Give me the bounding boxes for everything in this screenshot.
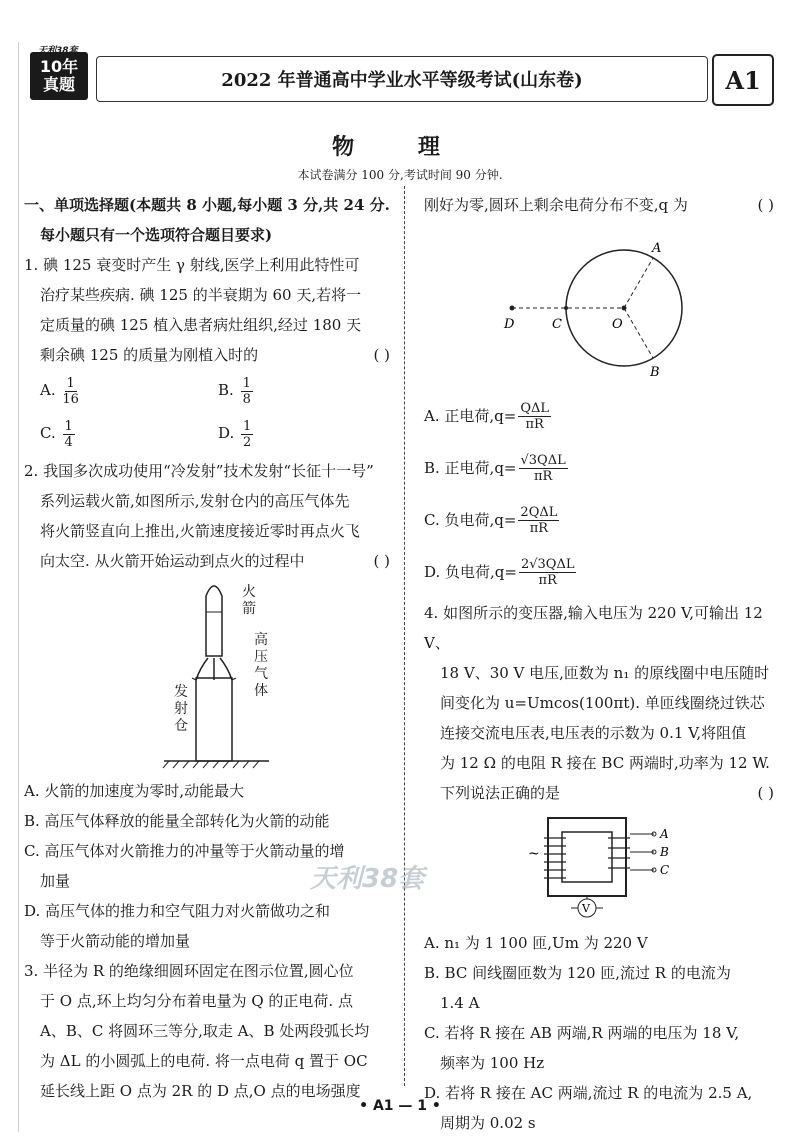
q2-option-b[interactable]: B. 高压气体释放的能量全部转化为火箭的动能	[24, 812, 330, 830]
q2-option-d-cont: 等于火箭动能的增加量	[40, 932, 191, 950]
numerator: √3QΔL	[520, 452, 566, 468]
question-4	[424, 598, 780, 1138]
paper-code	[712, 54, 774, 106]
rocket	[206, 586, 222, 656]
q3-cont-text: 刚好为零,圆环上剩余电荷分布不变,q 为	[424, 196, 688, 214]
iron-core-inner	[562, 832, 612, 882]
ring-figure	[424, 220, 780, 390]
label-gas: 高压气体	[254, 632, 268, 699]
option-text: C. 负电荷,q=	[424, 511, 517, 529]
q2-option-c-cont: 加量	[40, 872, 71, 890]
q3-option-d[interactable]	[424, 546, 780, 598]
label-silo: 发射仓	[174, 684, 188, 734]
q3-option-b[interactable]	[424, 442, 780, 494]
label-ac-source: ~	[528, 846, 540, 862]
gas-plume	[196, 658, 232, 680]
option-label: B.	[218, 381, 234, 400]
answer-bracket: ( )	[757, 784, 774, 802]
fraction	[519, 557, 577, 588]
q3-line: A、B、C 将圆环三等分,取走 A、B 处两段弧长均	[40, 1022, 370, 1040]
fraction	[241, 376, 253, 407]
dashed-ob	[624, 308, 653, 358]
denominator: 16	[62, 391, 79, 407]
paper-code-text: A1	[725, 65, 761, 95]
q2-line-text: 向太空. 从火箭开始运动到点火的过程中	[40, 552, 305, 570]
fraction	[241, 419, 253, 450]
q3-continued	[424, 190, 780, 220]
option-label: C.	[40, 424, 56, 443]
q4-line: 4. 如图所示的变压器,输入电压为 220 V,可输出 12 V、	[424, 604, 763, 652]
answer-bracket: ( )	[373, 346, 390, 364]
logo	[30, 46, 88, 100]
fraction	[63, 419, 75, 450]
silo	[196, 678, 232, 761]
q1-line-text: 剩余碘 125 的质量为刚植入时的	[40, 346, 259, 364]
q1-options-row	[24, 370, 396, 412]
q4-line-text: 下列说法正确的是	[440, 784, 561, 802]
denominator: 4	[64, 434, 73, 450]
label-d: D	[504, 317, 515, 332]
q4-option-c-cont: 频率为 100 Hz	[440, 1054, 545, 1072]
transformer-figure	[424, 808, 780, 928]
dashed-oa	[624, 258, 653, 308]
label-a: A	[652, 241, 662, 256]
iron-core-outer	[548, 818, 626, 896]
q2-option-a[interactable]: A. 火箭的加速度为零时,动能最大	[24, 782, 245, 800]
q2-option-c[interactable]: C. 高压气体对火箭推力的冲量等于火箭动量的增	[24, 842, 345, 860]
q4-option-d-cont: 周期为 0.02 s	[440, 1114, 536, 1132]
logo-top: 天利38套	[38, 46, 78, 56]
section-title-line2: 每小题只有一个选项符合题目要求)	[40, 226, 273, 244]
q1-option-c[interactable]	[40, 418, 218, 450]
q1-options-row	[24, 412, 396, 456]
denominator: 8	[242, 391, 251, 407]
q2-line	[24, 546, 396, 576]
numerator: 1	[64, 418, 73, 434]
denominator: πR	[529, 520, 549, 536]
q3-option-a[interactable]	[424, 390, 780, 442]
ground-hatch	[163, 761, 259, 768]
point-o	[622, 306, 627, 311]
denominator: πR	[533, 468, 553, 484]
fraction	[519, 453, 568, 484]
q3-line: 3. 半径为 R 的绝缘细圆环固定在图示位置,圆心位	[24, 962, 354, 980]
q4-line: 18 V、30 V 电压,匝数为 n₁ 的原线圈中电压随时	[440, 664, 770, 682]
exam-title	[96, 56, 708, 102]
q4-option-d[interactable]: D. 若将 R 接在 AC 两端,流过 R 的电流为 2.5 A,	[424, 1084, 753, 1102]
label-b: B	[650, 365, 660, 380]
q1-option-a[interactable]	[40, 375, 218, 407]
numerator: 1	[243, 418, 252, 434]
numerator: 2√3QΔL	[520, 556, 575, 572]
q4-option-a[interactable]: A. n₁ 为 1 100 匝,Um 为 220 V	[424, 934, 648, 952]
q4-line: 为 12 Ω 的电阻 R 接在 BC 两端时,功率为 12 W.	[440, 754, 770, 772]
option-label: A.	[40, 381, 56, 400]
fraction	[518, 401, 551, 432]
fraction	[62, 376, 79, 407]
transformer-diagram	[424, 808, 780, 928]
numerator: 2QΔL	[520, 504, 558, 520]
q1-line	[24, 340, 396, 370]
label-rocket: 火箭	[242, 584, 256, 617]
question-3	[24, 956, 396, 1106]
right-column	[424, 190, 780, 1138]
q1-option-d[interactable]	[218, 418, 396, 450]
section-title-line1: 一、单项选择题(本题共 8 小题,每小题 3 分,共 24 分.	[24, 196, 390, 214]
point-c	[564, 306, 568, 310]
q2-line: 系列运载火箭,如图所示,发射仓内的高压气体先	[40, 492, 350, 510]
logo-line2: 真题	[42, 75, 75, 94]
q4-line: 间变化为 u=Umcos(100πt). 单匝线圈绕过铁芯	[440, 694, 765, 712]
q3-line: 延长线上距 O 点为 2R 的 D 点,O 点的电场强度	[40, 1082, 361, 1100]
exam-title-text: 2022 年普通高中学业水平等级考试(山东卷)	[221, 70, 583, 91]
rocket-figure	[24, 576, 396, 776]
q4-option-b-cont: 1.4 A	[440, 994, 480, 1012]
fraction	[518, 505, 559, 536]
denominator: πR	[525, 416, 544, 432]
q1-line: 1. 碘 125 衰变时产生 γ 射线,医学上利用此特性可	[24, 256, 360, 274]
question-1	[24, 250, 396, 456]
left-column	[24, 190, 396, 1106]
subject-title: 物 理	[332, 134, 468, 160]
option-text: D. 负电荷,q=	[424, 563, 517, 581]
rocket-diagram	[24, 576, 396, 776]
answer-bracket: ( )	[757, 196, 774, 214]
option-text: B. 正电荷,q=	[424, 459, 517, 477]
q3-line: 为 ΔL 的小圆弧上的电荷. 将一点电荷 q 置于 OC	[40, 1052, 368, 1070]
logo-line1: 10年	[39, 57, 79, 76]
label-a: A	[660, 827, 669, 841]
denominator: 2	[243, 434, 252, 450]
point-d	[510, 306, 515, 311]
q4-line: 连接交流电压表,电压表的示数为 0.1 V,将阻值	[440, 724, 747, 742]
q1-line: 定质量的碘 125 植入患者病灶组织,经过 180 天	[40, 316, 362, 334]
q4-line	[424, 778, 780, 808]
q3-option-c[interactable]	[424, 494, 780, 546]
watermark-logo: 天利38套	[310, 864, 425, 894]
column-divider	[404, 186, 405, 1086]
page-number: • A1 — 1 •	[359, 1098, 441, 1114]
numerator: 1	[66, 375, 75, 391]
option-label: D.	[218, 424, 235, 443]
option-text: A. 正电荷,q=	[424, 407, 517, 425]
denominator: πR	[538, 572, 557, 588]
q4-option-c[interactable]: C. 若将 R 接在 AB 两端,R 两端的电压为 18 V,	[424, 1024, 740, 1042]
q1-option-b[interactable]	[218, 375, 396, 407]
label-b: B	[660, 845, 669, 859]
label-o: O	[612, 317, 623, 332]
answer-bracket: ( )	[373, 552, 390, 570]
q2-line: 2. 我国多次成功使用“冷发射”技术发射“长征十一号”	[24, 462, 374, 480]
ring-diagram	[424, 220, 780, 390]
exam-note: 本试卷满分 100 分,考试时间 90 分钟.	[297, 168, 503, 182]
label-c: C	[552, 317, 562, 332]
numerator: QΔL	[520, 400, 549, 416]
label-v: V	[582, 902, 590, 915]
q3-line: 于 O 点,环上均匀分布着电量为 Q 的正电荷. 点	[40, 992, 353, 1010]
q2-option-d[interactable]: D. 高压气体的推力和空气阻力对火箭做功之和	[24, 902, 331, 920]
label-c: C	[660, 863, 670, 877]
q2-line: 将火箭竖直向上推出,火箭速度接近零时再点火飞	[40, 522, 360, 540]
numerator: 1	[242, 375, 251, 391]
q1-line: 治疗某些疾病. 碘 125 的半衰期为 60 天,若将一	[40, 286, 362, 304]
q4-option-b[interactable]: B. BC 间线圈匝数为 120 匝,流过 R 的电流为	[424, 964, 731, 982]
